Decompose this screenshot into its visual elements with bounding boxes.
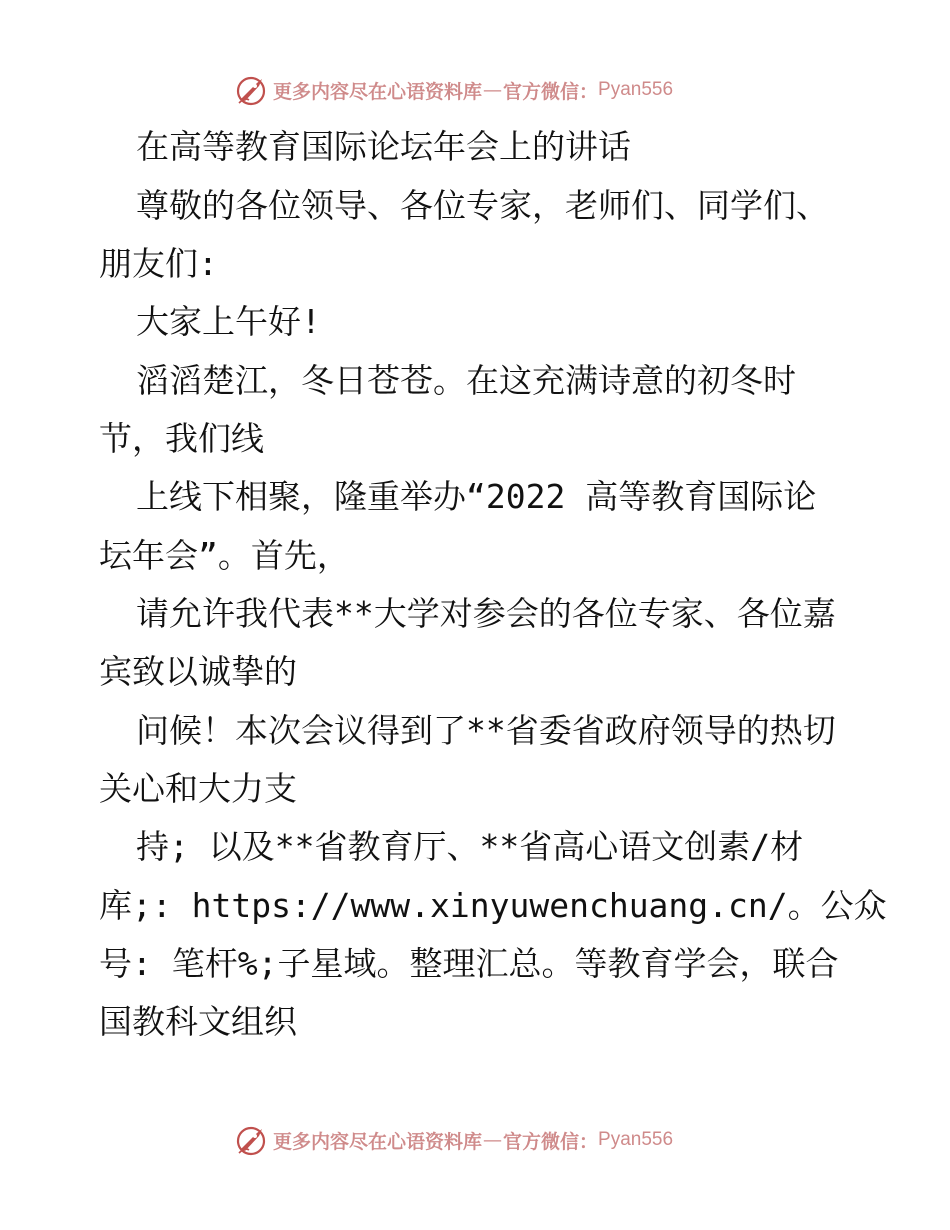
banner-official-label: 官方微信： bbox=[503, 1130, 599, 1153]
banner-dash: — bbox=[483, 1129, 503, 1151]
doc-line: 问候！本次会议得到了**省委省政府领导的热切 bbox=[136, 711, 836, 750]
pen-nib-logo-icon bbox=[235, 73, 269, 107]
footer-banner[interactable] bbox=[235, 1122, 715, 1158]
pen-nib-logo-icon bbox=[235, 1123, 269, 1157]
banner-wechat-id: Pyan556 bbox=[598, 79, 674, 100]
doc-line: 国教科文组织 bbox=[99, 1002, 297, 1041]
banner-text: 更多内容尽在心语资料库 bbox=[273, 80, 483, 103]
doc-line: 节，我们线 bbox=[99, 419, 264, 458]
doc-line: 上线下相聚，隆重举办“2022 高等教育国际论 bbox=[136, 477, 817, 516]
doc-line: 朋友们: bbox=[99, 244, 218, 283]
doc-line-url[interactable]: 库;: https://www.xinyuwenchuang.cn/。公众 bbox=[99, 886, 887, 925]
doc-line: 滔滔楚江，冬日苍苍。在这充满诗意的初冬时 bbox=[136, 361, 796, 400]
doc-title: 在高等教育国际论坛年会上的讲话 bbox=[136, 127, 631, 166]
doc-line: 请允许我代表**大学对参会的各位专家、各位嘉 bbox=[136, 594, 836, 633]
doc-line: 尊敬的各位领导、各位专家，老师们、同学们、 bbox=[136, 186, 829, 225]
header-banner[interactable] bbox=[235, 72, 715, 108]
doc-line: 坛年会”。首先， bbox=[99, 536, 350, 575]
doc-line: 大家上午好! bbox=[136, 302, 321, 341]
banner-text: 更多内容尽在心语资料库 bbox=[273, 1130, 483, 1153]
doc-line: 宾致以诚挚的 bbox=[99, 652, 297, 691]
doc-line: 关心和大力支 bbox=[99, 769, 297, 808]
banner-wechat-id: Pyan556 bbox=[598, 1129, 674, 1150]
banner-official-label: 官方微信： bbox=[503, 80, 599, 103]
banner-dash: — bbox=[483, 79, 503, 101]
doc-line: 持; 以及**省教育厅、**省高心语文创素/材 bbox=[136, 827, 804, 866]
doc-line: 号: 笔杆%;子星域。整理汇总。等教育学会，联合 bbox=[99, 944, 839, 983]
